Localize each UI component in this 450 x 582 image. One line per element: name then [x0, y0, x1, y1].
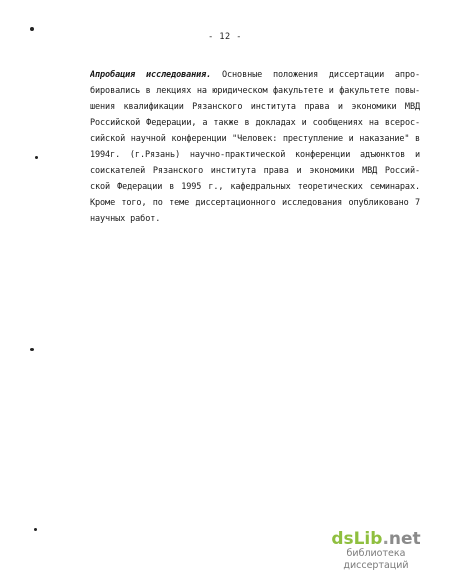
paragraph-line: шения квалификации Рязанского института права и экономики МВД: [90, 102, 420, 112]
scan-mark: [35, 156, 38, 159]
page-number: - 12 -: [208, 32, 242, 42]
paragraph-line: сийской научной конференции "Человек: преступление и наказание" в: [90, 134, 420, 144]
paragraph-line-1-text: Основные положения диссертации апро-: [211, 70, 420, 80]
paragraph-line: ской Федерации в 1995 г., кафедральных теоретических семинарах.: [90, 182, 420, 192]
section-heading: Апробация исследования.: [90, 70, 212, 80]
approbation-paragraph: [90, 67, 420, 227]
paragraph-line: 1994г. (г.Рязань) научно-практической конференции адъюнктов и: [90, 150, 420, 160]
scan-mark: [30, 348, 34, 351]
paragraph-line-1: [90, 67, 420, 83]
paragraph-line: Российской Федерации, а также в докладах и сообщениях на всерос-: [90, 118, 420, 128]
dslib-watermark: [316, 530, 436, 572]
scan-mark: [30, 27, 34, 31]
dslib-subtitle: библиотека диссертаций: [343, 548, 409, 571]
paragraph-line: бировались в лекциях на юридическом факультете и факультете повы-: [90, 86, 420, 96]
paragraph-line: Кроме того, по теме диссертационного исследования опубликовано 7: [90, 198, 420, 208]
dslib-logo: dsLib.net: [331, 529, 421, 549]
scan-mark: [34, 528, 37, 531]
paragraph-line: соискателей Рязанского института права и экономики МВД Россий-: [90, 166, 420, 176]
paragraph-line: научных работ.: [90, 214, 161, 224]
